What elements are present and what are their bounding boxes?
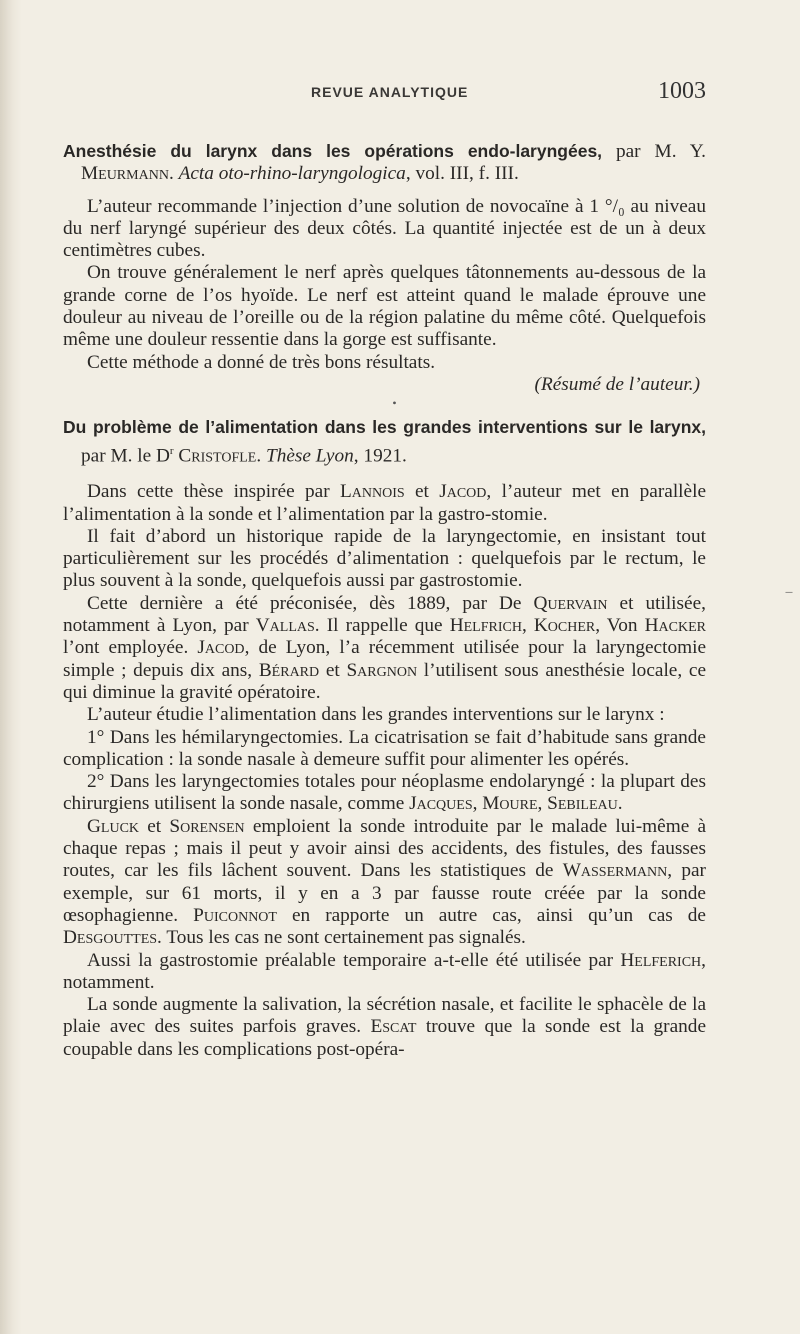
running-title: REVUE ANALYTIQUE: [311, 84, 469, 100]
article2-paragraph-9: La sonde augmente la salivation, la sécrétion nasale, et facilite le sphacèle de la plaie avec des suites parfois graves. Escat trouve que la sonde est la grande coupable dans les complications post-opéra-: [63, 994, 707, 1060]
article-anesthesie: [63, 140, 706, 396]
article1-paragraph-2: On trouve généralement le nerf après quelques tâtonnements au-dessous de la grande corne de l’os hyoïde. Le nerf est atteint quand le malade éprouve une douleur au niveau de l’oreille ou de la région palatine du même côté. Quelquefois même une douleur ressentie dans la gorge est suffisante.: [63, 262, 706, 351]
article-alimentation: [63, 416, 706, 1061]
section-separator: •: [392, 396, 397, 411]
article2-paragraph-3: Cette dernière a été préconisée, dès 1889, par De Quervain et utilisée, notamment à Lyon, par Vallas. Il rappelle que Helfrich, Kocher, Von Hacker l’ont employée. Jacod, de Lyon, l’a récemment utilisée pour la laryngectomie simple ; depuis dix ans, Bérard et Sargnon l’utilisent sous anesthésie locale, ce qui diminue la gravité opératoire.: [63, 592, 706, 703]
article2-paragraph-4: L’auteur étudie l’alimentation dans les grandes interventions sur le larynx :: [87, 704, 665, 726]
article1-title: Anesthésie du larynx dans les opérations endo-laryngées,: [63, 141, 603, 161]
article2-heading: Du problème de l’alimentation dans les grandes interventions sur le larynx, par M. le $D^r$ Cristofle. Thèse Lyon, 1921.: [63, 417, 706, 466]
article2-title: Du problème de l’alimentation dans les grandes interventions sur le larynx,: [63, 417, 706, 438]
article2-author: Cristofle: [173, 444, 257, 466]
article2-paragraph-8: Aussi la gastrostomie préalable temporaire a-t-elle été utilisée par Helferich, notamment.: [63, 949, 706, 993]
article2-paragraph-5: 1° Dans les hémilaryngectomies. La cicatrisation se fait d’habitude sans grande complication : la sonde nasale à demeure suffit pour alimenter les opérés.: [63, 726, 706, 770]
page-number: 1003: [658, 78, 706, 104]
margin-mark: ‾: [786, 590, 792, 610]
article2-paragraph-2: Il fait d’abord un historique rapide de la laryngectomie, en insistant tout particulièrement sur les procédés d’alimentation : quelquefois par le rectum, le plus souvent à la sonde, quelquefois aussi par gastrostomie.: [63, 525, 706, 592]
article1-signature: (Résumé de l’auteur.): [534, 373, 700, 395]
article1-heading: Anesthésie du larynx dans les opérations endo-laryngées, par M. Y. Meurmann. Acta oto-rhino-laryngologica, vol. III, f. III.: [63, 141, 706, 185]
article1-paragraph-3: Cette méthode a donné de très bons résultats.: [87, 351, 436, 373]
running-header: [63, 78, 706, 108]
article2-paragraph-6: 2° Dans les laryngectomies totales pour néoplasme endolaryngé : la plupart des chirurgiens utilisent la sonde nasale, comme Jacques, Moure, Sebileau.: [63, 771, 706, 815]
article1-paragraph-1: L’auteur recommande l’injection d’une solution de novocaïne à 1 °/₀ au niveau du nerf laryngé supérieur des deux côtés. La quantité injectée est de un à deux centimètres cubes.: [63, 195, 706, 262]
article2-thesis: Thèse Lyon: [265, 444, 354, 466]
article1-journal: Acta oto-rhino-laryngologica: [178, 163, 406, 185]
article2-paragraph-7: Gluck et Sorensen emploient la sonde introduite par le malade lui-même à chaque repas ; mais il peut y avoir ainsi des accidents, des fistules, des fausses routes, car les fils lâchent souvent. Dans les statistiques de Wassermann, par exemple, sur 61 morts, il y en a 3 par fausse route créée par la sonde œsophagienne. Puiconnot en rapporte un autre cas, ainsi qu’un cas de Desgouttes. Tous les cas ne sont certainement pas signalés.: [63, 815, 706, 949]
article2-paragraph-1: Dans cette thèse inspirée par Lannois et Jacod, l’auteur met en parallèle l’alimentation à la sonde et l’alimentation par la gastro-stomie.: [63, 481, 707, 525]
article1-author: Meurmann: [81, 163, 169, 185]
page-edge-shadow: [0, 0, 22, 1334]
journal-page: [63, 78, 706, 1061]
